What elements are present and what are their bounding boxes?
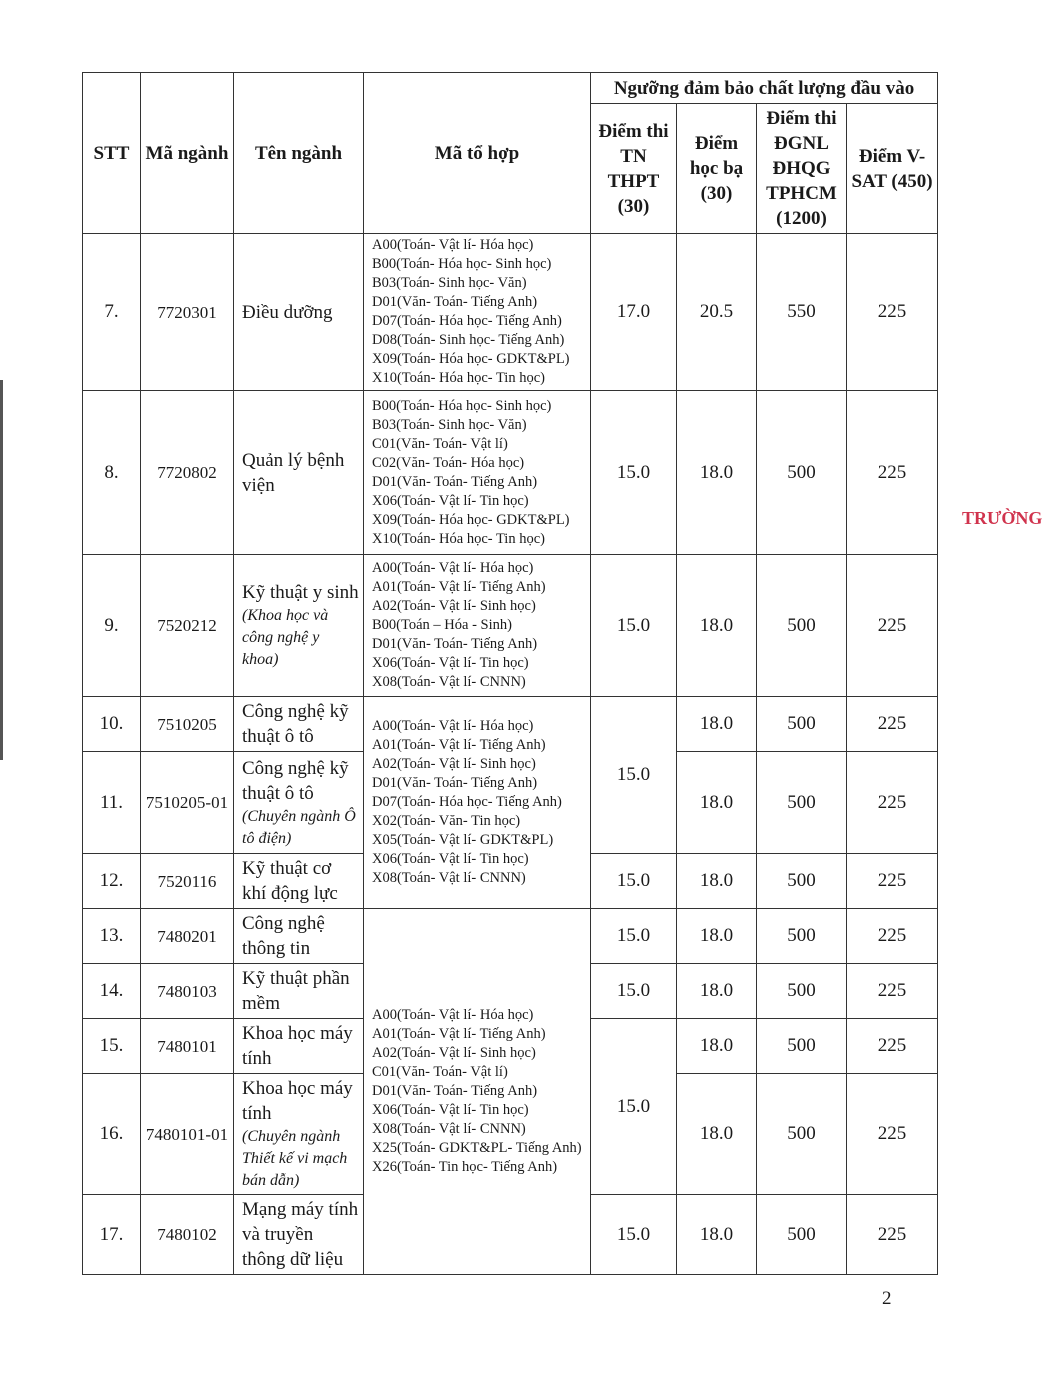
major-name-cell [234,854,364,909]
dgnl-score: 500 [757,909,847,964]
stt-cell: 14. [83,964,141,1019]
combo-item: X08(Toán- Vật lí- CNNN) [372,870,526,886]
hoc-ba-score: 18.0 [677,909,757,964]
combo-list [364,555,591,697]
major-name-cell [234,391,364,555]
major-name: Kỹ thuật y sinh [242,582,359,603]
thpt-score: 15.0 [591,697,677,854]
page-number: 2 [882,1288,892,1309]
major-name-cell [234,555,364,697]
red-stamp-fragment: TRƯỜNG [962,508,1042,528]
major-name: Mạng máy tính và truyền thông dữ liệu [242,1199,359,1270]
dgnl-score: 500 [757,1074,847,1195]
hoc-ba-score: 18.0 [677,1074,757,1195]
major-code-cell: 7720802 [141,391,234,555]
combo-item: D01(Văn- Toán- Tiếng Anh) [372,294,538,310]
combo-item: C01(Văn- Toán- Vật lí) [372,435,508,452]
major-name: Quản lý bệnh viện [242,449,345,496]
stt-cell: 12. [83,854,141,909]
combo-item: X06(Toán- Vật lí- Tin học) [372,492,529,509]
combo-item: A01(Toán- Vật lí- Tiếng Anh) [372,737,546,753]
stt-cell: 11. [83,752,141,854]
combo-item: A00(Toán- Vật lí- Hóa học) [372,1007,534,1023]
major-code-cell: 7480101 [141,1019,234,1074]
stt-cell: 16. [83,1074,141,1195]
dgnl-score: 500 [757,854,847,909]
combo-item: X25(Toán- GDKT&PL- Tiếng Anh) [372,1140,582,1156]
combo-item: A01(Toán- Vật lí- Tiếng Anh) [372,579,546,595]
major-name: Công nghệ kỹ thuật ô tô [242,757,349,804]
dgnl-score: 550 [757,234,847,391]
combo-item: B03(Toán- Sinh học- Văn) [372,275,527,291]
hoc-ba-score: 18.0 [677,752,757,854]
hoc-ba-score: 18.0 [677,1019,757,1074]
major-name: Điều dưỡng [242,301,333,323]
dgnl-score: 500 [757,1195,847,1275]
major-name-cell [234,1074,364,1195]
header-hoc-ba: Điểm học bạ (30) [677,104,757,234]
dgnl-score: 500 [757,964,847,1019]
hoc-ba-score: 18.0 [677,1195,757,1275]
dgnl-score: 500 [757,391,847,555]
combo-item: A02(Toán- Vật lí- Sinh học) [372,1045,536,1061]
dgnl-score: 500 [757,555,847,697]
major-subtitle: (Chuyên ngành Thiết kế vi mạch bán dẫn) [242,1128,348,1189]
combo-item: B03(Toán- Sinh học- Văn) [372,416,527,433]
vsat-score: 225 [847,391,938,555]
hoc-ba-score: 18.0 [677,964,757,1019]
dgnl-score: 500 [757,697,847,752]
major-name: Khoa học máy tính [242,1023,353,1069]
vsat-score: 225 [847,697,938,752]
header-stt: STT [83,73,141,234]
header-ma-nganh: Mã ngành [141,73,234,234]
combo-list [364,697,591,909]
stt-cell: 15. [83,1019,141,1074]
header-threshold-group: Ngưỡng đảm bảo chất lượng đầu vào [591,73,938,104]
combo-list [364,909,591,1275]
combo-item: A02(Toán- Vật lí- Sinh học) [372,756,536,772]
combo-item: X10(Toán- Hóa học- Tin học) [372,370,545,386]
vsat-score: 225 [847,752,938,854]
hoc-ba-score: 18.0 [677,555,757,697]
combo-item: X09(Toán- Hóa học- GDKT&PL) [372,351,570,367]
stt-cell: 7. [83,234,141,391]
combo-item: B00(Toán- Hóa học- Sinh học) [372,397,552,414]
major-code-cell: 7480201 [141,909,234,964]
thpt-score: 15.0 [591,1019,677,1195]
table-row [83,234,938,391]
table-row [83,391,938,555]
combo-item: D01(Văn- Toán- Tiếng Anh) [372,1083,538,1099]
major-code-cell: 7510205 [141,697,234,752]
major-name-cell [234,964,364,1019]
combo-item: D01(Văn- Toán- Tiếng Anh) [372,473,538,490]
combo-item: C01(Văn- Toán- Vật lí) [372,1064,508,1080]
combo-item: B00(Toán- Hóa học- Sinh học) [372,256,552,272]
major-name: Khoa học máy tính [242,1078,353,1124]
major-name-cell [234,234,364,391]
major-name: Công nghệ kỹ thuật ô tô [242,701,349,747]
hoc-ba-score: 20.5 [677,234,757,391]
vsat-score: 225 [847,1074,938,1195]
thpt-score: 17.0 [591,234,677,391]
major-code-cell: 7480103 [141,964,234,1019]
combo-item: D07(Toán- Hóa học- Tiếng Anh) [372,794,562,810]
combo-item: X26(Toán- Tin học- Tiếng Anh) [372,1159,558,1175]
major-name-cell [234,697,364,752]
hoc-ba-score: 18.0 [677,697,757,752]
combo-item: A00(Toán- Vật lí- Hóa học) [372,560,534,576]
header-dgnl: Điểm thi ĐGNL ĐHQG TPHCM (1200) [757,104,847,234]
combo-item: X06(Toán- Vật lí- Tin học) [372,851,529,867]
table-row [83,555,938,697]
combo-item: D07(Toán- Hóa học- Tiếng Anh) [372,313,562,329]
combo-item: X02(Toán- Văn- Tin học) [372,813,521,829]
combo-item: D01(Văn- Toán- Tiếng Anh) [372,775,538,791]
stt-cell: 13. [83,909,141,964]
major-name-cell [234,909,364,964]
vsat-score: 225 [847,555,938,697]
dgnl-score: 500 [757,752,847,854]
major-code-cell: 7480101-01 [141,1074,234,1195]
major-code-cell: 7480102 [141,1195,234,1275]
major-name-cell [234,1195,364,1275]
combo-item: C02(Văn- Toán- Hóa học) [372,454,525,471]
combo-item: A01(Toán- Vật lí- Tiếng Anh) [372,1026,546,1042]
vsat-score: 225 [847,909,938,964]
combo-item: D01(Văn- Toán- Tiếng Anh) [372,636,538,652]
hoc-ba-score: 18.0 [677,854,757,909]
major-name: Công nghệ thông tin [242,913,325,959]
thpt-score: 15.0 [591,964,677,1019]
combo-item: D08(Toán- Sinh học- Tiếng Anh) [372,332,565,348]
major-code-cell: 7720301 [141,234,234,391]
stt-cell: 17. [83,1195,141,1275]
combo-item: B00(Toán – Hóa - Sinh) [372,617,512,633]
header-thpt: Điểm thi TN THPT (30) [591,104,677,234]
dgnl-score: 500 [757,1019,847,1074]
combo-item: A00(Toán- Vật lí- Hóa học) [372,237,534,253]
vsat-score: 225 [847,964,938,1019]
stt-cell: 8. [83,391,141,555]
major-subtitle: (Chuyên ngành Ô tô điện) [242,807,356,847]
thpt-score: 15.0 [591,854,677,909]
vsat-score: 225 [847,234,938,391]
header-ma-to-hop: Mã tổ hợp [364,73,591,234]
vsat-score: 225 [847,854,938,909]
major-code-cell: 7510205-01 [141,752,234,854]
major-name-cell [234,1019,364,1074]
vsat-score: 225 [847,1019,938,1074]
hoc-ba-score: 18.0 [677,391,757,555]
combo-item: X10(Toán- Hóa học- Tin học) [372,530,545,547]
major-name: Kỹ thuật cơ khí động lực [242,858,338,904]
combo-item: X06(Toán- Vật lí- Tin học) [372,655,529,671]
stt-cell: 10. [83,697,141,752]
thpt-score: 15.0 [591,555,677,697]
thpt-score: 15.0 [591,391,677,555]
major-name-cell [234,752,364,854]
thpt-score: 15.0 [591,1195,677,1275]
combo-list [364,234,591,391]
combo-item: X08(Toán- Vật lí- CNNN) [372,1121,526,1137]
scan-edge-line [0,380,3,760]
table-row [83,697,938,752]
major-code-cell: 7520212 [141,555,234,697]
combo-item: X06(Toán- Vật lí- Tin học) [372,1102,529,1118]
major-name: Kỹ thuật phần mềm [242,968,350,1014]
stt-cell: 9. [83,555,141,697]
combo-item: X08(Toán- Vật lí- CNNN) [372,674,526,690]
combo-item: A00(Toán- Vật lí- Hóa học) [372,718,534,734]
thpt-score: 15.0 [591,909,677,964]
major-code-cell: 7520116 [141,854,234,909]
combo-item: A02(Toán- Vật lí- Sinh học) [372,598,536,614]
combo-item: X05(Toán- Vật lí- GDKT&PL) [372,832,554,848]
header-vsat: Điểm V-SAT (450) [847,104,938,234]
major-subtitle: (Khoa học và công nghệ y khoa) [242,607,329,668]
admission-threshold-table [82,72,938,1275]
combo-item: X09(Toán- Hóa học- GDKT&PL) [372,511,570,528]
combo-list [364,391,591,555]
vsat-score: 225 [847,1195,938,1275]
table-row [83,909,938,964]
header-ten-nganh: Tên ngành [234,73,364,234]
